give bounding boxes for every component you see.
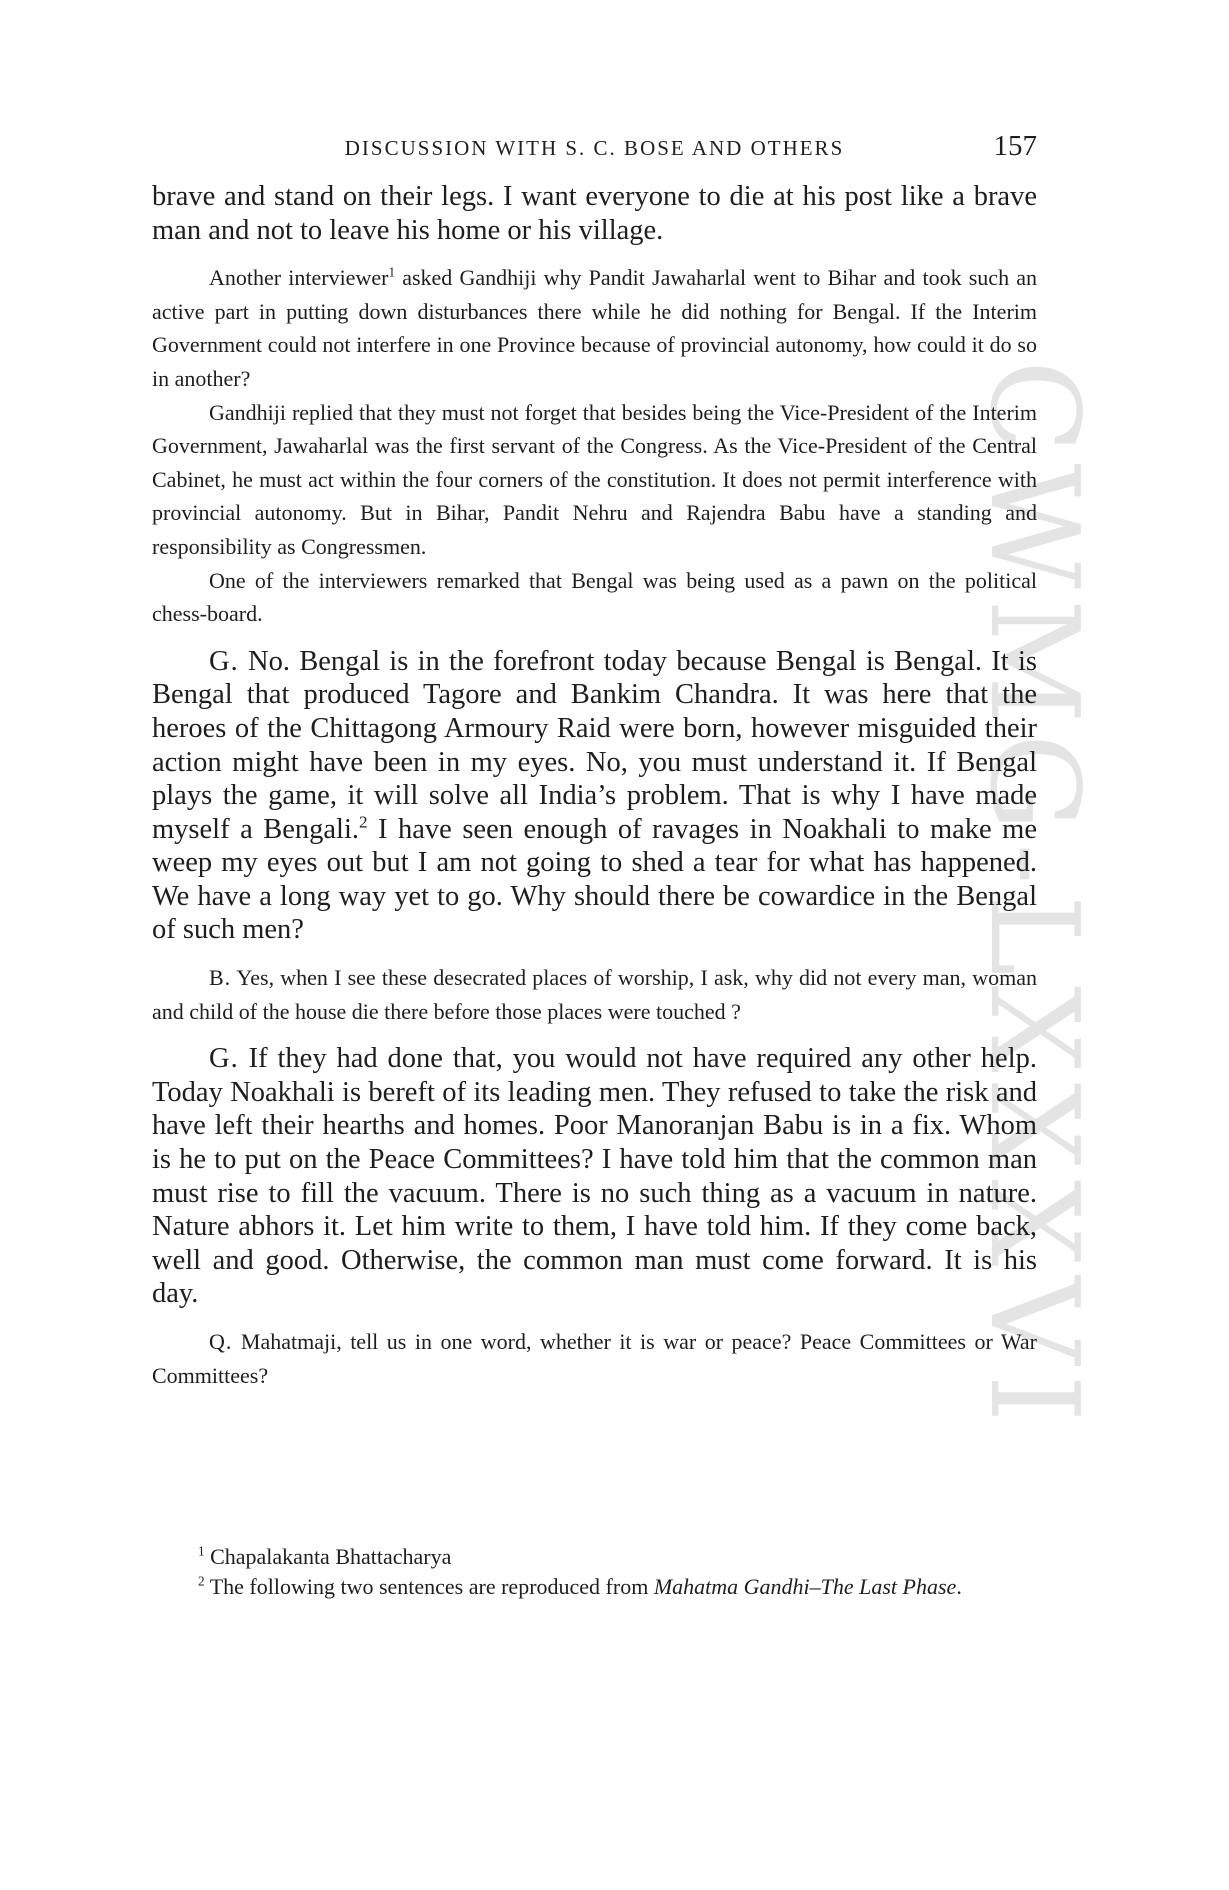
speaker-label: G. [209, 1043, 239, 1075]
footnote-text: Chapalakanta Bhattacharya [204, 1544, 452, 1569]
footnote-text: . [956, 1574, 962, 1599]
paragraph-text: Yes, when I see these desecrated places of worship, I ask, why did not every man, woman and child of the house die there before those places were touched ? [152, 965, 1037, 1024]
footnotes [160, 1542, 1037, 1602]
page-number: 157 [993, 130, 1037, 162]
watermark-text: CWMG-LXXXVI [963, 360, 1105, 1433]
paragraph-continuation: brave and stand on their legs. I want everyone to die at his post like a brave man and not to leave his home or his village. [152, 181, 1037, 246]
footnote-mark: 1 [198, 1543, 205, 1559]
speaker-label: B. [209, 965, 232, 991]
speaker-label: Q. [209, 1329, 233, 1354]
footnote-ref-2: 2 [359, 812, 368, 832]
page-body [152, 180, 1037, 1392]
paragraph-gandhiji-reply: Gandhiji replied that they must not forget that besides being the Vice-President of the Interim Government, Jawaharlal was the first servant of the Congress. As the Vice-President of the Central Cabinet, he must act within the four corners of the constitution. It does not permit interference with provincial autonomy. But in Bihar, Pandit Nehru and Rajendra Babu have a standing and responsibility as Congressmen. [152, 399, 1037, 559]
paragraph-interviewer-question [152, 261, 1037, 395]
paragraph-q-question [152, 1325, 1037, 1392]
page-header [152, 130, 1037, 170]
footnote-mark: 2 [198, 1573, 205, 1589]
paragraph-g-noakhali [152, 1042, 1037, 1311]
footnote-ref-1: 1 [388, 264, 396, 280]
paragraph-text: Another interviewer [209, 265, 389, 291]
paragraph-text: I have seen enough of ravages in Noakhali to make me weep my eyes out but I am not going to shed a tear for what has happened. We have a long way yet to go. Why should there be cowardice in the Bengal of such men? [152, 813, 1037, 946]
paragraph-text: asked Gandhiji why Pandit Jawaharlal went to Bihar and took such an active part in putting down disturbances there while he did nothing for Bengal. If the Interim Government could not interfere in one Province because of provincial autonomy, how could it do so in another? [152, 265, 1037, 391]
paragraph-pawn-remark: One of the interviewers remarked that Bengal was being used as a pawn on the political chess-board. [152, 567, 1037, 627]
paragraph-text: Mahatmaji, tell us in one word, whether it is war or peace? Peace Committees or War Committees? [152, 1329, 1037, 1388]
running-head: DISCUSSION WITH S. C. BOSE AND OTHERS [344, 136, 845, 160]
speaker-label: G. [209, 645, 239, 677]
footnote-text: The following two sentences are reproduced from [204, 1574, 654, 1599]
footnote-1 [160, 1542, 1037, 1572]
footnote-2 [160, 1572, 1037, 1602]
footnote-book-title: Mahatma Gandhi–The Last Phase [653, 1574, 957, 1599]
paragraph-text: If they had done that, you would not have required any other help. Today Noakhali is bereft of its leading men. They refused to take the risk and have left their hearths and homes. Poor Manoranjan Babu is in a fix. Whom is he to put on the Peace Committees? I have told him that the common man must rise to fill the vacuum. There is no such thing as a vacuum in nature. Nature abhors it. Let him write to them, I have told him. If they come back, well and good. Otherwise, the common man must come forward. It is his day. [152, 1043, 1037, 1310]
paragraph-b-worship [152, 961, 1037, 1028]
paragraph-g-bengal [152, 645, 1037, 947]
paragraph-text: No. Bengal is in the forefront today because Bengal is Bengal. It is Bengal that produced Tagore and Bankim Chandra. It was here that the heroes of the Chittagong Armoury Raid were born, however misguided their action might have been in my eyes. No, you must understand it. If Bengal plays the game, it will solve all India’s problem. That is why I have made myself a Bengali. [152, 645, 1037, 845]
